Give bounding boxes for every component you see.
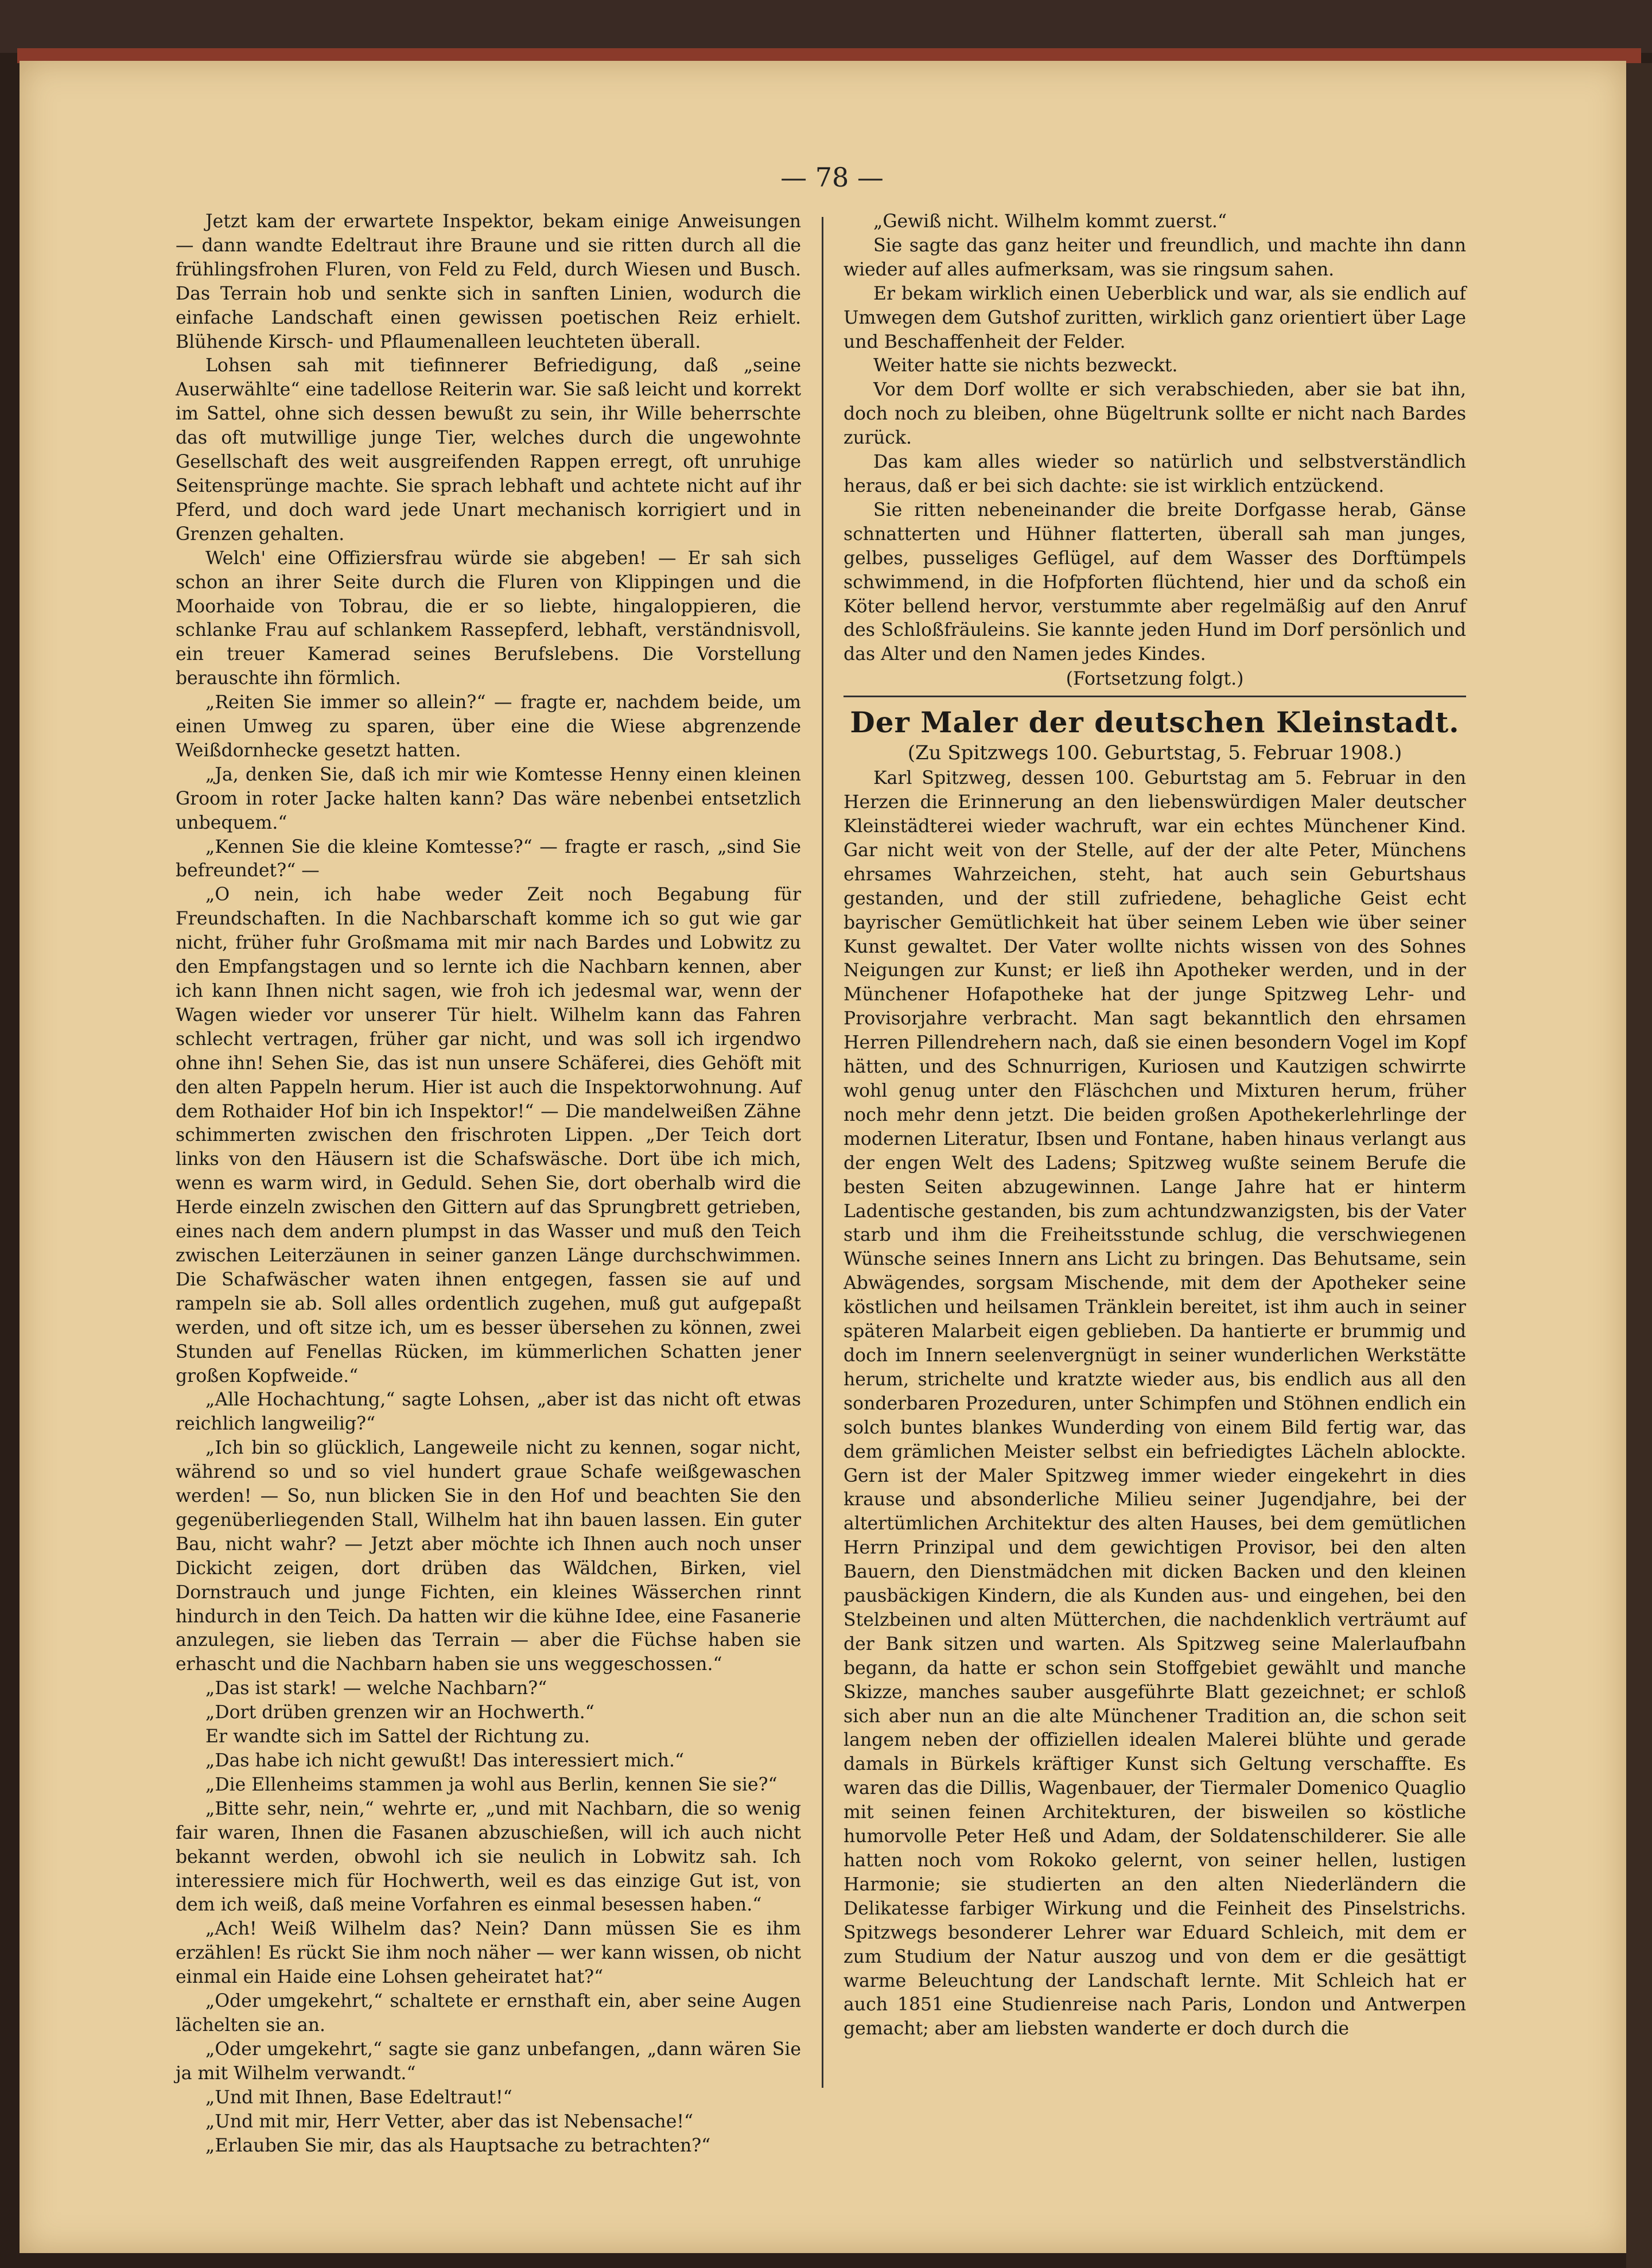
column-divider xyxy=(822,217,823,2088)
paragraph: Das kam alles wieder so natürlich und selbstverständlich heraus, daß er bei sich dachte: sie ist wirklich entzückend. xyxy=(844,452,1466,496)
paragraph: „Kennen Sie die kleine Komtesse?“ — fragte er rasch, „sind Sie befreundet?“ — xyxy=(176,836,801,881)
page-number: — 78 — xyxy=(780,162,884,193)
right-column xyxy=(844,210,1466,2041)
article-title: Der Maler der deutschen Kleinstadt. xyxy=(850,705,1460,740)
paragraph: Weiter hatte sie nichts bezweckt. xyxy=(873,355,1178,376)
paragraph: „Reiten Sie immer so allein?“ — fragte er, nachdem beide, um einen Umweg zu sparen, über eine die Wiese abgrenzende Weißdornhecke gesetzt hatten. xyxy=(176,692,801,761)
article-subtitle: (Zu Spitzwegs 100. Geburtstag, 5. Februar 1908.) xyxy=(907,741,1402,765)
left-column xyxy=(176,210,801,2158)
paragraph: „Ich bin so glücklich, Langeweile nicht zu kennen, sogar nicht, während so und so viel hundert graue Schafe weißgewaschen werden! — So, nun blicken Sie in den Hof und beachten Sie den gegenüberliegenden Stall, Wilhelm hat ihn bauen lassen. Ein guter Bau, nicht wahr? — Jetzt aber möchte ich Ihnen auch noch unser Dickicht zeigen, dort drüben das Wäldchen, Birken, viel Dornstrauch und junge Fichten, ein kleines Wässerchen rinnt hindurch in den Teich. Da hatten wir die kühne Idee, eine Fasanerie anzulegen, sie lieben das Terrain — aber die Füchse haben sie erhascht und die Nachbarn haben sie uns weggeschossen.“ xyxy=(176,1438,801,1675)
paragraph: „Oder umgekehrt,“ schaltete er ernsthaft ein, aber seine Augen lächelten sie an. xyxy=(176,1991,801,2036)
paragraph: Sie ritten nebeneinander die breite Dorfgasse herab, Gänse schnatterten und Hühner flatterten, überall sah man junges, gelbes, pusseliges Geflügel, auf dem Wasser des Dorftümpels schwimmend, in die Hofpforten flüchtend, hier und da schoß ein Köter bellend hervor, verstummte aber regelmäßig auf den Anruf des Schloßfräuleins. Sie kannte jeden Hund im Dorf persönlich und das Alter und den Namen jedes Kindes. xyxy=(844,499,1466,665)
paragraph: Er bekam wirklich einen Ueberblick und war, als sie endlich auf Umwegen dem Gutshof zuritten, wirklich ganz orientiert über Lage und Beschaffenheit der Felder. xyxy=(844,283,1466,352)
paragraph: „Gewiß nicht. Wilhelm kommt zuerst.“ xyxy=(873,211,1227,232)
paragraph: „Ach! Weiß Wilhelm das? Nein? Dann müssen Sie es ihm erzählen! Es rückt Sie ihm noch näher — wer kann wissen, ob nicht einmal ein Haide eine Lohsen geheiratet hat?“ xyxy=(176,1919,801,1988)
paragraph: „O nein, ich habe weder Zeit noch Begabung für Freundschaften. In die Nachbarschaft komme ich so gut wie gar nicht, früher fuhr Großmama mit mir nach Bardes und Lobwitz zu den Empfangstagen und so lernte ich die Nachbarn kennen, aber ich kann Ihnen nicht sagen, wie froh ich jedesmal war, wenn der Wagen wieder vor unserer Tür hielt. Wilhelm kann das Fahren schlecht vertragen, früher gar nicht, und was soll ich irgendwo ohne ihn! Sehen Sie, das ist nun unsere Schäferei, dies Gehöft mit den alten Pappeln herum. Hier ist auch die Inspektorwohnung. Auf dem Rothaider Hof bin ich Inspektor!“ — Die mandelweißen Zähne schimmerten zwischen den frischroten Lippen. „Der Teich dort links von den Häusern ist die Schafswäsche. Dort übe ich mich, wenn es warm wird, in Geduld. Sehen Sie, dort oberhalb wird die Herde einzeln zwischen den Gittern auf das Sprungbrett getrieben, eines nach dem andern plumpst in das Wasser und muß den Teich zwischen Leiterzäunen in seiner ganzen Länge durchschwimmen. Die Schafwäscher waten ihnen entgegen, fassen sie auf und rampeln sie ab. Soll alles ordentlich zugehen, muß gut aufgepaßt werden, und oft sitze ich, um es besser übersehen zu können, zwei Stunden auf Fenellas Rücken, im kümmerlichen Schatten jener großen Kopfweide.“ xyxy=(176,884,801,1387)
paragraph: „Erlauben Sie mir, das als Hauptsache zu betrachten?“ xyxy=(205,2135,711,2156)
paragraph: „Alle Hochachtung,“ sagte Lohsen, „aber ist das nicht oft etwas reichlich langweilig?“ xyxy=(176,1389,801,1435)
paragraph: „Oder umgekehrt,“ sagte sie ganz unbefangen, „dann wären Sie ja mit Wilhelm verwandt.“ xyxy=(176,2038,801,2084)
paragraph: „Bitte sehr, nein,“ wehrte er, „und mit Nachbarn, die so wenig fair waren, Ihnen die Fasanen abzuschießen, will ich auch nicht bekannt werden, obwohl ich sie neulich in Lobwitz sah. Ich interessiere mich für Hochwerth, weil es das einzige Gut ist, von dem ich weiß, daß meine Vorfahren es einmal besessen haben.“ xyxy=(176,1798,801,1916)
continuation-note: (Fortsetzung folgt.) xyxy=(1066,669,1244,690)
scan-top-band xyxy=(0,0,1652,53)
paragraph: „Die Ellenheims stammen ja wohl aus Berlin, kennen Sie sie?“ xyxy=(205,1774,778,1795)
paragraph: Vor dem Dorf wollte er sich verabschieden, aber sie bat ihn, doch noch zu bleiben, ohne Bügeltrunk sollte er nicht nach Bardes zurück. xyxy=(844,379,1466,449)
paragraph: Jetzt kam der erwartete Inspektor, bekam einige Anweisungen — dann wandte Edeltraut ihre Braune und sie ritten durch all die frühlingsfrohen Fluren, von Feld zu Feld, durch Wiesen und Busch. Das Terrain hob und senkte sich in sanften Linien, wodurch die einfache Landschaft einen gewissen poetischen Reiz erhielt. Blühende Kirsch- und Pflaumenalleen leuchteten überall. xyxy=(176,211,801,352)
paragraph: „Das ist stark! — welche Nachbarn?“ xyxy=(205,1678,547,1699)
article-paragraph: Karl Spitzweg, dessen 100. Geburtstag am 5. Februar in den Herzen die Erinnerung an den liebenswürdigen Maler deutscher Kleinstädterei wieder wachruft, war ein echtes Münchener Kind. Gar nicht weit von der Stelle, auf der der alte Peter, Münchens ehrsames Wahrzeichen, steht, hat auch sein Geburtshaus gestanden, und der still zufriedene, behagliche Geist echt bayrischer Gemütlichkeit hat über seinem Leben wie über seiner Kunst gewaltet. Der Vater wollte nichts wissen von des Sohnes Neigungen zur Kunst; er ließ ihn Apotheker werden, und in der Münchener Hofapotheke hat der junge Spitzweg Lehr- und Provisorjahre verbracht. Man sagt bekanntlich den ehrsamen Herren Pillendrehern nach, daß sie einen besondern Vogel im Kopf hätten, und des Schnurrigen, Kuriosen und Kautzigen schwirrte wohl genug unter den Fläschchen und Mixturen herum, früher noch mehr denn jetzt. Die beiden großen Apothekerlehrlinge der modernen Literatur, Ibsen und Fontane, haben hinaus verlangt aus der engen Welt des Ladens; Spitzweg wußte seinem Berufe die besten Seiten abzugewinnen. Lange Jahre hat er hinterm Ladentische gestanden, bis zum achtundzwanzigsten, bis der Vater starb und ihm die Freiheitsstunde schlug, die verschwiegenen Wünsche seines Innern ans Licht zu bringen. Das Behutsame, sein Abwägendes, sorgsam Mischende, mit dem der Apotheker seine köstlichen und heilsamen Tränklein bereitet, ist ihm auch in seiner späteren Malarbeit eigen geblieben. Da hantierte er brummig und doch im Innern seelenvergnügt in seiner wunderlichen Werkstätte herum, strichelte und kratzte wieder aus, bis endlich aus all den sonderbaren Prozeduren, unter Schimpfen und Stöhnen endlich ein solch buntes blankes Wunderding von einem Bild fertig war, das dem grämlichen Meister selbst ein befriedigtes Lächeln ablockte. Gern ist der Maler Spitzweg immer wieder eingekehrt in dies krause und absonderliche Milieu seiner Jugendjahre, bei der altertümlichen Architektur des alten Hauses, bei dem gemütlichen Herrn Prinzipal und dem gewichtigen Provisor, bei den alten Bauern, den Dienstmädchen mit dicken Backen und den kleinen pausbäckigen Kindern, die als Kunden aus- und eingehen, bei den Stelzbeinen und alten Mütterchen, die nachdenklich verträumt auf der Bank sitzen und warten. Als Spitzweg seine Malerlaufbahn begann, da hatte er schon sein Stoffgebiet gewählt und manche Skizze, manches sauber ausgeführte Blatt gezeichnet; er schloß sich aber nun an die alte Münchener Tradition an, die schon seit langem neben der offiziellen idealen Malerei blühte und gerade damals in Bürkels kräftiger Kunst sich Geltung verschaffte. Es waren das die Dillis, Wagenbauer, der Tiermaler Domenico Quaglio mit seinen feinen Architekturen, der bisweilen so köstliche humorvolle Peter Heß und Adam, der Soldatenschilderer. Sie alle hatten noch vom Rokoko gelernt, von seiner hellen, lustigen Harmonie; sie studierten an den alten Niederländern die Delikatesse farbiger Wirkung und die Feinheit des Pinselstrichs. Spitzwegs besonderer Lehrer war Eduard Schleich, mit dem er zum Studium der Natur auszog und von dem er die gesättigt warme Beleuchtung der Landschaft lernte. Mit Schleich hat er auch 1851 eine Studienreise nach Paris, London und Antwerpen gemacht; aber am liebsten wanderte er doch durch die xyxy=(844,768,1466,2040)
scan-right-edge xyxy=(1626,63,1652,2268)
paragraph: „Das habe ich nicht gewußt! Das interessiert mich.“ xyxy=(205,1750,685,1771)
paragraph: Sie sagte das ganz heiter und freundlich, und machte ihn dann wieder auf alles aufmerksam, was sie ringsum sahen. xyxy=(844,235,1466,280)
paragraph: Er wandte sich im Sattel der Richtung zu. xyxy=(205,1726,590,1747)
paragraph: „Dort drüben grenzen wir an Hochwerth.“ xyxy=(205,1702,594,1723)
paragraph: Welch' eine Offiziersfrau würde sie abgeben! — Er sah sich schon an ihrer Seite durch die Fluren von Klippingen und die Moorhaide von Tobrau, die er so liebte, hingaloppieren, die schlanke Frau auf schlankem Rassepferd, lebhaft, verständnisvoll, ein treuer Kamerad seines Berufslebens. Die Vorstellung berauschte ihn förmlich. xyxy=(176,547,801,689)
paragraph: „Und mit Ihnen, Base Edeltraut!“ xyxy=(205,2087,512,2108)
paragraph: „Und mit mir, Herr Vetter, aber das ist Nebensache!“ xyxy=(205,2111,694,2132)
paragraph: „Ja, denken Sie, daß ich mir wie Komtesse Henny einen kleinen Groom in roter Jacke halten kann? Das wäre nebenbei entsetzlich unbequem.“ xyxy=(176,764,801,833)
section-rule xyxy=(844,696,1466,697)
paragraph: Lohsen sah mit tiefinnerer Befriedigung, daß „seine Auserwählte“ eine tadellose Reiterin war. Sie saß leicht und korrekt im Sattel, ohne sich dessen bewußt zu sein, ihr Wille beherrschte das oft mutwillige junge Tier, welches durch die ungewohnte Gesellschaft des weit ausgreifenden Rappen erregt, oft unruhige Seitensprünge machte. Sie sprach lebhaft und achtete nicht auf ihr Pferd, und doch ward jede Unart mechanisch korrigiert und in Grenzen gehalten. xyxy=(176,355,801,545)
